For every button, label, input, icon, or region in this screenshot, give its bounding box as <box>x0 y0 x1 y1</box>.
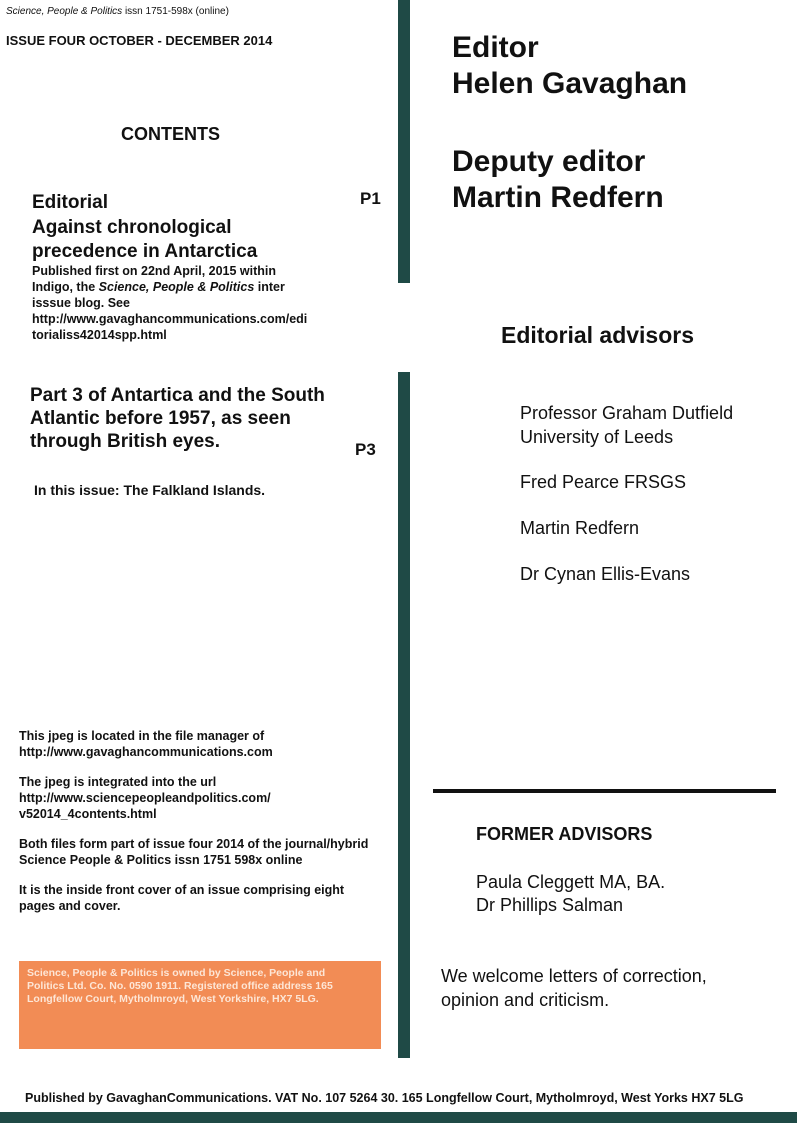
editorial-subtitle-line: Against chronological <box>32 217 232 238</box>
advisor-item <box>520 401 733 449</box>
file-info <box>19 728 394 914</box>
part3-title-line: through British eyes. <box>30 431 221 452</box>
deputy-label: Deputy editor <box>452 145 646 178</box>
editorial-subtitle-line: precedence in Antarctica <box>32 241 258 262</box>
former-advisors-list <box>476 871 665 917</box>
advisors-divider-rule <box>433 789 776 793</box>
bottom-bar <box>0 1112 797 1123</box>
editorial-note-line <box>32 279 352 295</box>
file-info-line: Both files form part of issue four 2014 of the journal/hybrid <box>19 837 369 851</box>
part3-title[interactable] <box>30 384 325 453</box>
part3-title-line: Part 3 of Antartica and the South <box>30 385 325 406</box>
vertical-divider-top <box>398 0 410 283</box>
part3-note: In this issue: The Falkland Islands. <box>34 482 266 498</box>
publisher-footer: Published by GavaghanCommunications. VAT No. 107 5264 30. 165 Longfellow Court, Mytholmroyd, West Yorks HX7 5LG <box>25 1091 744 1105</box>
deputy-block <box>452 144 664 216</box>
file-info-line: It is the inside front cover of an issue comprising eight <box>19 883 345 897</box>
editorial-note-link[interactable]: torialiss42014spp.html <box>32 328 167 342</box>
advisor-name: Professor Graham Dutfield <box>520 403 734 423</box>
file-info-line: Science People & Politics issn 1751 598x online <box>19 853 303 867</box>
file-info-line: This jpeg is located in the file manager of <box>19 729 265 743</box>
editorial-title[interactable]: Editorial <box>32 192 109 213</box>
ownership-line: Politics Ltd. Co. No. 0590 1911. Registered office address 165 <box>27 980 333 992</box>
issue-line: ISSUE FOUR OCTOBER - DECEMBER 2014 <box>6 33 273 48</box>
note-journal-name: Science, People & Politics <box>98 280 255 294</box>
file-info-link[interactable]: http://www.sciencepeopleandpolitics.com/ <box>19 791 271 805</box>
part3-title-line: Atlantic before 1957, as seen <box>30 408 291 429</box>
spacer <box>19 822 394 836</box>
note-text: Indigo, the <box>32 280 99 294</box>
ownership-box <box>19 961 381 1049</box>
former-advisor-name: Paula Cleggett MA, BA. <box>476 872 666 892</box>
editorial-page: P1 <box>360 189 381 208</box>
spacer <box>19 760 394 774</box>
ownership-line: Science, People & Politics is owned by Science, People and <box>27 967 326 979</box>
vertical-divider-bottom <box>398 372 410 1058</box>
file-info-link[interactable]: http://www.gavaghancommunications.com <box>19 745 273 759</box>
file-info-link[interactable]: v52014_4contents.html <box>19 807 157 821</box>
file-info-line: The jpeg is integrated into the url <box>19 775 217 789</box>
advisor-item: Dr Cynan Ellis-Evans <box>520 564 691 584</box>
ownership-line: Longfellow Court, Mytholmroyd, West Yorkshire, HX7 5LG. <box>27 993 319 1005</box>
editorial-note <box>32 263 352 343</box>
editor-block <box>452 30 687 102</box>
note-text: inter <box>254 280 285 294</box>
ownership-text <box>19 961 381 1012</box>
journal-issn: issn 1751-598x (online) <box>122 6 229 17</box>
former-advisor-name: Dr Phillips Salman <box>476 895 624 915</box>
editorial-note-line: Published first on 22nd April, 2015 within <box>32 264 277 278</box>
welcome-line: opinion and criticism. <box>441 990 610 1010</box>
file-info-line: pages and cover. <box>19 899 121 913</box>
part3-page: P3 <box>355 440 376 459</box>
welcome-letters <box>441 964 707 1012</box>
advisor-item: Martin Redfern <box>520 518 640 538</box>
contents-heading: CONTENTS <box>121 124 220 144</box>
editorial-note-link[interactable]: http://www.gavaghancommunications.com/edi <box>32 312 308 326</box>
welcome-line: We welcome letters of correction, <box>441 966 707 986</box>
editor-label: Editor <box>452 31 539 64</box>
editorial-subtitle[interactable] <box>32 216 257 264</box>
former-advisors-heading: FORMER ADVISORS <box>476 824 653 844</box>
advisors-heading: Editorial advisors <box>501 322 695 348</box>
advisor-item: Fred Pearce FRSGS <box>520 472 687 492</box>
editorial-note-line: isssue blog. See <box>32 296 130 310</box>
journal-line <box>6 6 229 18</box>
editor-name: Helen Gavaghan <box>452 67 688 100</box>
advisor-affiliation: University of Leeds <box>520 427 674 447</box>
deputy-name: Martin Redfern <box>452 181 664 214</box>
journal-name: Science, People & Politics <box>6 6 123 17</box>
spacer <box>19 868 394 882</box>
